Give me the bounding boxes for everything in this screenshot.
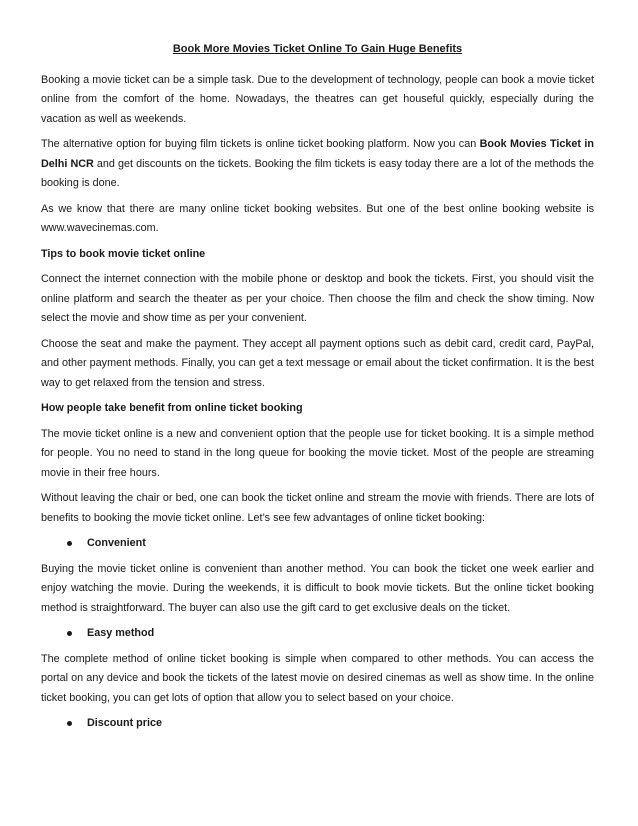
paragraph-payment: Choose the seat and make the payment. They accept all payment options such as debit card, credit card, PayPal, and other payment methods. Finally, you can get a text message or email about the ticket confirmation. It is the best way to get relaxed from the tension and stress. bbox=[41, 337, 594, 389]
paragraph-alternative-text-end: and get discounts on the tickets. Booking the film tickets is easy today there are a lot of the methods the booking is done. bbox=[41, 157, 594, 189]
document-title: Book More Movies Ticket Online To Gain Huge Benefits bbox=[172, 43, 463, 55]
paragraph-advantages: Without leaving the chair or bed, one can book the ticket online and stream the movie with friends. There are lots of benefits to booking the movie ticket online. Let’s see few advantages of online ticket booking: bbox=[41, 492, 594, 524]
paragraph-intro: Booking a movie ticket can be a simple task. Due to the development of technology, people can book a movie ticket online from the comfort of the home. Nowadays, the theatres can get houseful quickly, especially during the vacation as well as weekends. bbox=[41, 73, 594, 125]
bullet-discount-price bbox=[41, 714, 594, 734]
paragraph-websites: As we know that there are many online ticket booking websites. But one of the best online booking website is www.wavecinemas.com. bbox=[41, 202, 594, 234]
paragraph-convenient-option: The movie ticket online is a new and convenient option that the people use for ticket booking. It is a simple method for people. You no need to stand in the long queue for booking the movie ticket. Most of the people are streaming movie in their free hours. bbox=[41, 427, 594, 479]
heading-tips: Tips to book movie ticket online bbox=[41, 247, 206, 260]
paragraph-easy-method: The complete method of online ticket booking is simple when compared to other methods. You can access the portal on any device and book the tickets of the latest movie on desired cinemas as well as show time. In the online ticket booking, you can get lots of option that allow you to select based on your choice. bbox=[41, 652, 594, 704]
bullet-discount-price-label: Discount price bbox=[87, 717, 162, 729]
paragraph-alternative-text-start: The alternative option for buying film tickets is online ticket booking platform. Now you can bbox=[41, 138, 480, 150]
paragraph-alternative bbox=[41, 135, 594, 194]
paragraph-alternative-bold: Book Movies Ticket in Delhi NCR bbox=[41, 138, 595, 170]
bullet-dot-icon bbox=[67, 721, 72, 726]
bullet-convenient-label: Convenient bbox=[87, 537, 146, 549]
heading-benefits: How people take benefit from online ticket booking bbox=[41, 402, 303, 414]
bullet-dot-icon bbox=[67, 541, 72, 546]
bullet-dot-icon bbox=[67, 631, 72, 636]
bullet-easy-method-label: Easy method bbox=[87, 627, 155, 639]
bullet-convenient bbox=[41, 534, 594, 554]
bullet-easy-method bbox=[41, 624, 594, 644]
document-page bbox=[41, 40, 594, 740]
paragraph-connect: Connect the internet connection with the mobile phone or desktop and book the tickets. First, you should visit the online platform and search the theater as per your choice. Then choose the film and check the show timing. Now select the movie and show time as per your convenient. bbox=[41, 273, 594, 324]
paragraph-convenient: Buying the movie ticket online is convenient than another method. You can book the ticket one week earlier and enjoy watching the movie. During the weekends, it is difficult to book movie tickets. But the online ticket booking method is straightforward. The buyer can also use the gift card to get exclusive deals on the ticket. bbox=[41, 562, 594, 614]
